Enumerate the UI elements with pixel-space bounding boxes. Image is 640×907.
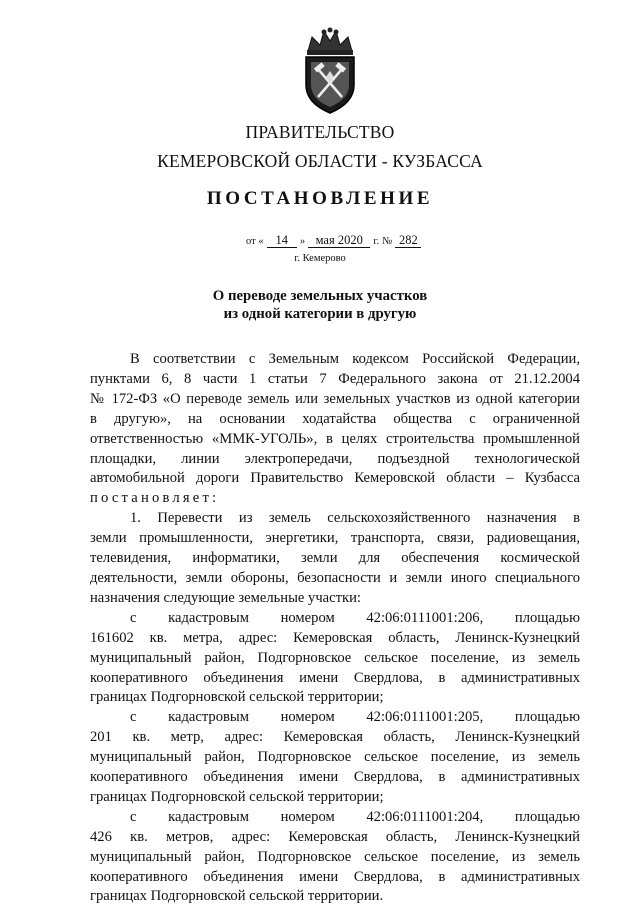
kuzbass-coat-of-arms-icon: [294, 27, 366, 115]
date-close-quote: »: [299, 236, 306, 247]
body-line: в другую», на основании ходатайства общества с ограниченной: [90, 410, 580, 427]
body-line: 161602 кв. метра, адрес: Кемеровская область, Ленинск-Кузнецкий: [90, 629, 580, 646]
body-line: кооперативного объединения имени Свердлова, в административных: [90, 868, 580, 885]
date-month-year: мая 2020: [308, 234, 370, 248]
body-line: постановляет:: [90, 490, 220, 507]
body-line: телевидения, информатики, земли для обеспечения космической: [90, 550, 580, 567]
document-body: [90, 350, 580, 907]
date-year-label: г.: [373, 236, 380, 247]
body-line: с кадастровым номером 42:06:0111001:206, площадью: [130, 609, 580, 626]
body-line: с кадастровым номером 42:06:0111001:205, площадью: [130, 709, 580, 726]
body-line: границах Подгорновской сельской территории;: [90, 689, 384, 706]
body-line: В соответствии с Земельным кодексом Российской Федерации,: [130, 351, 580, 367]
body-line: земли промышленности, энергетики, транспорта, связи, радиовещания,: [90, 530, 580, 547]
city-name: г. Кемерово: [294, 253, 346, 264]
body-line: № 172-ФЗ «О переводе земель или земельных участков из одной категории: [90, 390, 580, 407]
body-line: муниципальный район, Подгорновское сельское поселение, из земель: [90, 649, 580, 666]
body-line: назначения следующие земельные участки:: [90, 589, 361, 606]
decree-title: ПОСТАНОВЛЕНИЕ: [206, 188, 434, 209]
government-name-line1: ПРАВИТЕЛЬСТВО: [245, 122, 395, 142]
body-line: муниципальный район, Подгорновское сельское поселение, из земель: [90, 848, 580, 865]
body-line: 201 кв. метр, адрес: Кемеровская область, Ленинск-Кузнецкий: [90, 729, 580, 746]
body-line: автомобильной дороги Правительство Кемеровской области – Кузбасса: [90, 470, 580, 487]
body-line: площадки, линии электропередачи, подъездной технологической: [90, 450, 580, 467]
subject-line1: О переводе земельных участков: [212, 288, 428, 304]
date-from-label: от «: [246, 236, 264, 247]
body-line: 1. Перевести из земель сельскохозяйственного назначения в: [130, 510, 580, 527]
decree-number: 282: [395, 234, 421, 248]
body-line: кооперативного объединения имени Свердлова, в административных: [90, 769, 580, 786]
subject-line2: из одной категории в другую: [223, 306, 417, 322]
body-line: границах Подгорновской сельской территории;: [90, 788, 384, 805]
date-day: 14: [267, 234, 297, 248]
date-line: [246, 233, 421, 248]
body-line: ответственностью «ММК-УГОЛЬ», в целях строительства промышленной: [90, 430, 580, 447]
government-name-line2: КЕМЕРОВСКОЙ ОБЛАСТИ - КУЗБАССА: [157, 151, 483, 171]
number-label: №: [382, 236, 393, 247]
body-line: пунктами 6, 8 части 1 статьи 7 Федерального закона от 21.12.2004: [90, 370, 580, 387]
body-line: с кадастровым номером 42:06:0111001:204, площадью: [130, 808, 580, 825]
body-line: деятельности, земли обороны, безопасности и земли иного специального: [90, 569, 580, 586]
body-line: границах Подгорновской сельской территории.: [90, 888, 384, 905]
body-line: 426 кв. метров, адрес: Кемеровская область, Ленинск-Кузнецкий: [90, 828, 580, 845]
body-line: кооперативного объединения имени Свердлова, в административных: [90, 669, 580, 686]
body-line: муниципальный район, Подгорновское сельское поселение, из земель: [90, 749, 580, 766]
